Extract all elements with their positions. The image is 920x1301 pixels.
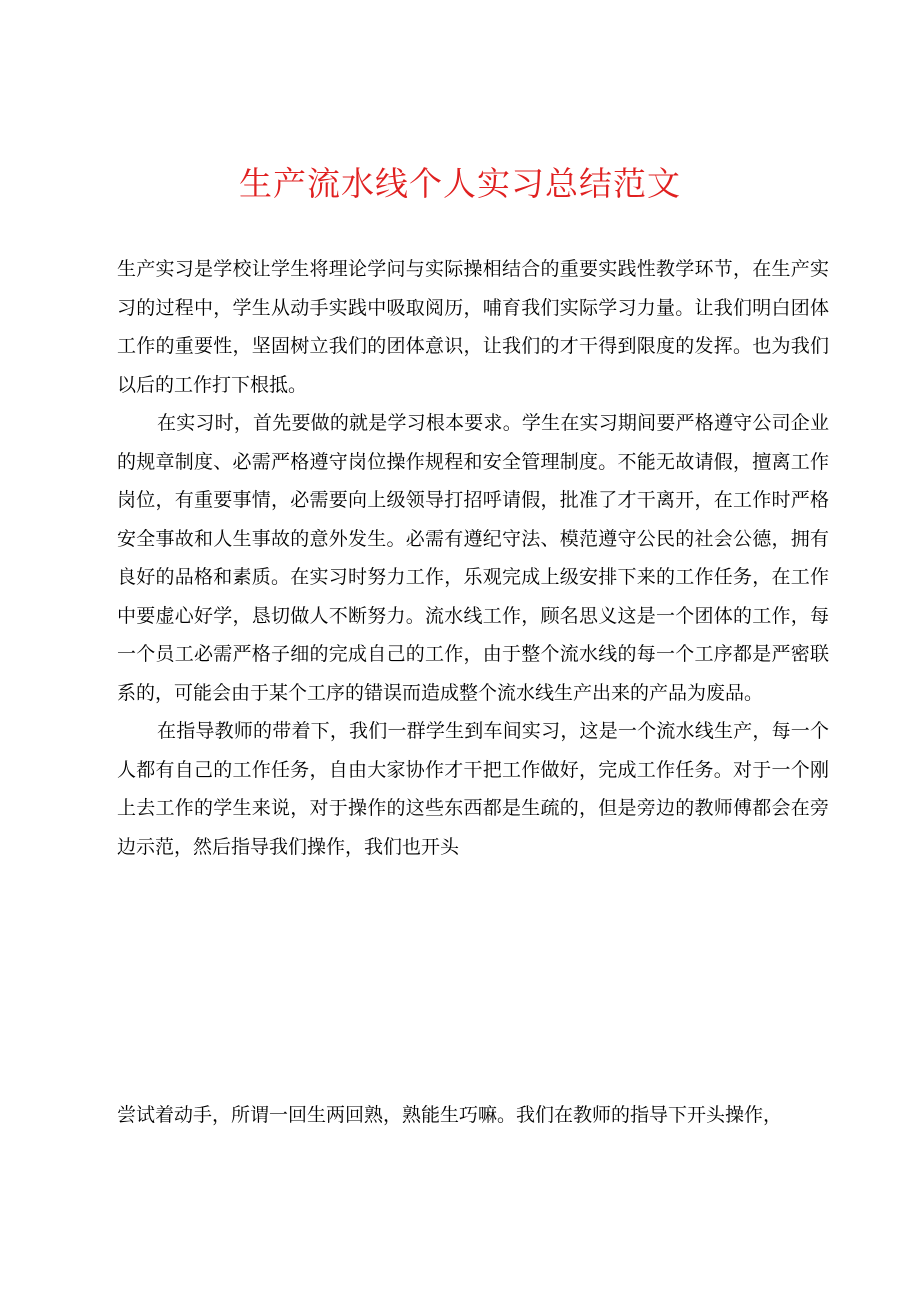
page-title: 生产流水线个人实习总结范文	[239, 164, 681, 203]
paragraph-continuation: 尝试着动手，所谓一回生两回熟，熟能生巧嘛。我们在教师的指导下开头操作，	[117, 1104, 783, 1126]
document-body	[117, 250, 829, 866]
paragraph-requirements: 在实习时，首先要做的就是学习根本要求。学生在实习期间要严格遵守公司企业的规章制度、必需严格遵守岗位操作规程和安全管理制度。不能无故请假，擅离工作岗位，有重要事情，必需要向上级领导打招呼请假，批准了才干离开，在工作时严格安全事故和人生事故的意外发生。必需有遵纪守法、模范遵守公民的社会公德，拥有良好的品格和素质。在实习时努力工作，乐观完成上级安排下来的工作任务，在工作中要虚心好学，恳切做人不断努力。流水线工作，顾名思义这是一个团体的工作，每一个员工必需严格子细的完成自己的工作，由于整个流水线的每一个工序都是严密联系的，可能会由于某个工序的错误而造成整个流水线生产出来的产品为废品。	[117, 412, 829, 704]
paragraph-workshop: 在指导教师的带着下，我们一群学生到车间实习，这是一个流水线生产，每一个人都有自己的工作任务，自由大家协作才干把工作做好，完成工作任务。对于一个刚上去工作的学生来说，对于操作的这些东西都是生疏的，但是旁边的教师傅都会在旁边示范，然后指导我们操作，我们也开头	[117, 720, 829, 858]
paragraph-intro: 生产实习是学校让学生将理论学问与实际操相结合的重要实践性教学环节，在生产实习的过程中，学生从动手实践中吸取阅历，哺育我们实际学习力量。让我们明白团体工作的重要性，坚固树立我们的团体意识，让我们的才干得到限度的发挥。也为我们以后的工作打下根抵。	[117, 258, 829, 396]
